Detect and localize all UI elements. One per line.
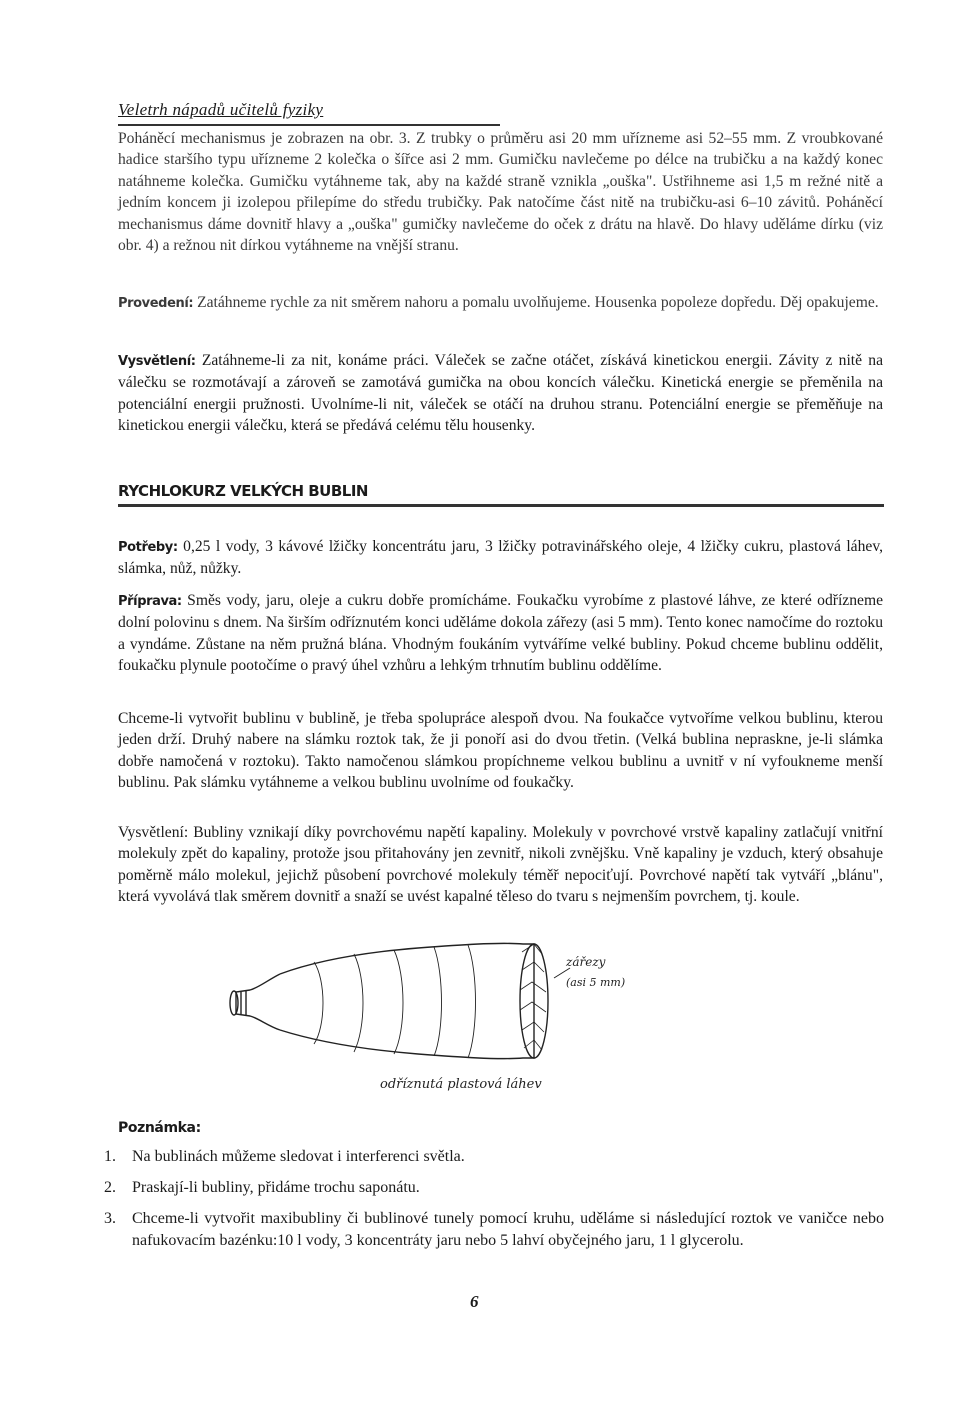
potreby-label: Potřeby: xyxy=(118,540,178,555)
provedeni-text: Zatáhneme rychle za nit směrem nahoru a pomalu uvolňujeme. Housenka popoleze dopředu. Děj opakujeme. xyxy=(197,294,879,311)
note-text: Praskají-li bubliny, přidáme trochu saponátu. xyxy=(132,1179,420,1196)
bottle-drawing xyxy=(230,943,570,1058)
note-number: 2. xyxy=(104,1179,116,1196)
priprava-paragraph xyxy=(118,590,883,677)
notes-title: Poznámka: xyxy=(118,1120,201,1136)
note-number: 1. xyxy=(104,1148,116,1165)
intro-paragraph: Poháněcí mechanismus je zobrazen na obr. 3. Z trubky o průměru asi 20 mm uřízneme asi 52–55 mm. Z vroubkované hadice staršího typu uřízneme 2 kolečka o šířce asi 2 mm. Gumičku navlečeme po délce na trubičku a na každý konec natáhneme kolečka. Gumičku vytáhneme tak, aby na každé straně vznikla „ouška". Ustřihneme asi 1,5 m režné nitě a jedním koncem ji izolepou přilepíme do středu trubičky. Pak natočíme část nitě na trubičku-asi 6–10 závitů. Poháněcí mechanismus dáme dovnitř hlavy a „ouška" gumičky navlečeme do oček z drátu na hlavě. Do hlavy uděláme dírku (viz obr. 4) a režnou nit dírkou vytáhneme na vnější stranu. xyxy=(118,130,883,255)
priprava-label: Příprava: xyxy=(118,594,182,609)
provedeni-label: Provedení: xyxy=(118,296,194,311)
note-number: 3. xyxy=(104,1210,116,1227)
note-item xyxy=(104,1146,884,1168)
bubble-in-bubble-paragraph: Chceme-li vytvořit bublinu v bublině, je třeba spolupráce alespoň dvou. Na foukačce vytvoříme velkou bublinu, kterou jeden drží. Druhý nabere na slámku roztok tak, že ji ponoří asi do dvou třetin. (Velká bublina nepraskne, je-li slámka dobře namočená v roztoku). Takto namočenou slámkou propíchneme velkou bublinu a uvnitř v ní vyfoukneme menší bublinu. Pak slámku vytáhneme a velkou bublinu uvolníme od foukačky. xyxy=(118,710,883,792)
page-number: 6 xyxy=(470,1292,479,1311)
running-title: Veletrh nápadů učitelů fyziky xyxy=(118,100,324,119)
note-item xyxy=(104,1177,884,1199)
cuts-note: (asi 5 mm) xyxy=(566,976,626,989)
surface-tension-paragraph: Vysvětlení: Bubliny vznikají díky povrchovému napětí kapaliny. Molekuly v povrchové vrstvě kapaliny zatlačují vnitřní molekuly zpět do kapaliny, protože jsou přitahovány jen zevnitř, nikoli zvnějšku. Vně kapaliny je vzduch, který obsahuje poměrně málo molekul, jejichž působení povrchové molekuly téměř nepociťují. Povrchové napětí tak vytváří „blánu", která vyvolává tlak směrem dovnitř a snaží se uvést kapalné těleso do tvaru s nejmenším povrchem, tj. koule. xyxy=(118,824,883,906)
priprava-text: Směs vody, jaru, oleje a cukru dobře promícháme. Foukačku vyrobíme z plastové láhve, ze které odřízneme dolní polovinu s dnem. Na širším odříznutém konci uděláme dokola zářezy (asi 5 mm). Tento konec namočíme do roztoku a vyndáme. Zůstane na něm pružná blána. Vhodným foukáním vytváříme velké bubliny. Pokud chceme bublinu oddělit, foukačku plynule pootočíme o pravý úhel vzhůru a lehkým trhnutím bublinu oddělíme. xyxy=(118,592,883,675)
note-text: Na bublinách můžeme sledovat i interferenci světla. xyxy=(132,1148,465,1165)
note-text: Chceme-li vytvořit maxibubliny či bublinové tunely pomocí kruhu, uděláme si následující roztok ve vaničce nebo nafukovacím bazénku:10 l vody, 3 koncentráty jaru nebo 5 lahví obyčejného jaru, 1 l glycerolu. xyxy=(132,1210,884,1249)
bottle-label: odříznutá plastová láhev xyxy=(380,1077,542,1092)
cuts-label: zářezy xyxy=(566,955,606,969)
vysvetleni-label: Vysvětlení: xyxy=(118,354,196,369)
potreby-text: 0,25 l vody, 3 kávové lžičky koncentrátu jaru, 3 lžičky potravinářského oleje, 4 lžičky cukru, plastová láhev, slámka, nůž, nůžky. xyxy=(118,538,884,578)
section-title: RYCHLOKURZ VELKÝCH BUBLIN xyxy=(118,482,368,500)
vysvetleni-text: Zatáhneme-li za nit, konáme práci. Váleček se začne otáčet, získává kinetickou energii. Závity z nitě na válečku se rozmotávají a zároveň se zamotává gumička na obou koncích válečku. Kinetická energie se přeměnila na potenciální energii pružnosti. Uvolníme-li nit, váleček se otáčí na druhou stranu. Potenciální energie se přeměňuje na kinetickou energii válečku, která se předává celému tělu housenky. xyxy=(118,352,883,435)
note-item xyxy=(104,1208,884,1252)
potreby-paragraph xyxy=(118,536,883,580)
bottle-figure xyxy=(118,940,626,1110)
notes-list xyxy=(104,1146,884,1261)
header-rule xyxy=(118,124,500,126)
vysvetleni-paragraph xyxy=(118,350,883,437)
section-rule xyxy=(118,504,884,507)
provedeni-paragraph xyxy=(118,292,883,314)
